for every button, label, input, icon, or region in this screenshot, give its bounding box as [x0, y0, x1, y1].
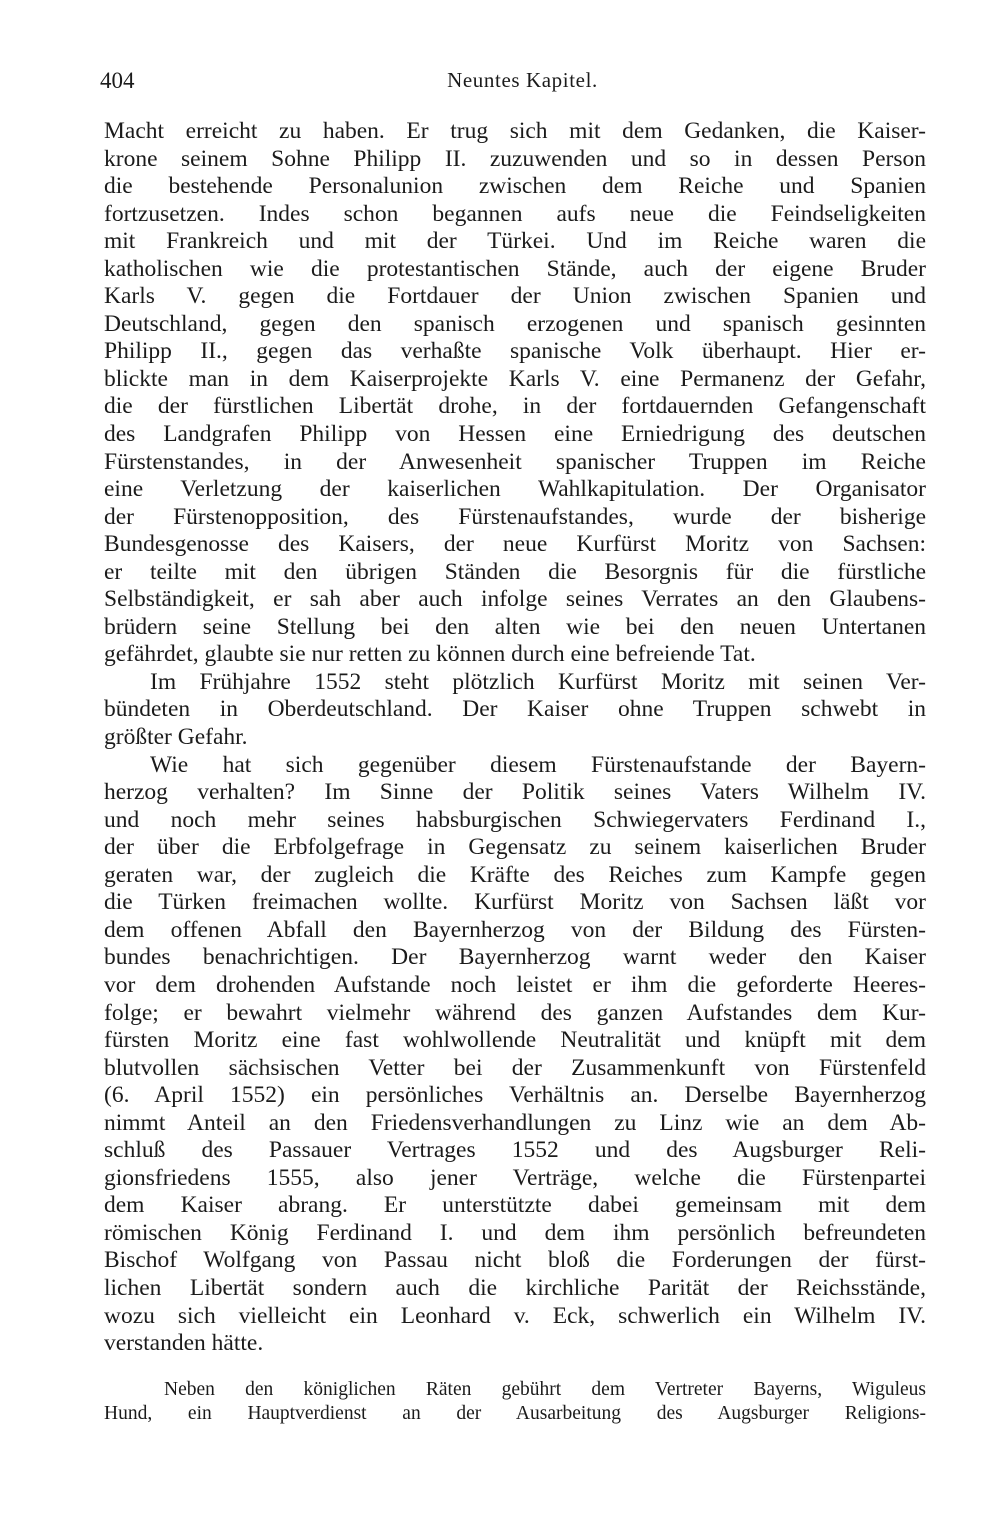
- text-line: Fürstenstandes, in der Anwesenheit spanischer Truppen im Reiche: [104, 448, 926, 475]
- text-line: mit Frankreich und mit der Türkei. Und im Reiche waren die: [104, 228, 926, 255]
- text-line: nimmt Anteil an den Friedensverhandlungen zu Linz wie an dem Ab-: [104, 1109, 926, 1136]
- text-line: dem Kaiser abrang. Er unterstützte dabei gemeinsam mit dem: [104, 1192, 926, 1219]
- text-line: krone seinem Sohne Philipp II. zuzuwenden und so in dessen Person: [104, 145, 926, 172]
- text-line: geraten war, der zugleich die Kräfte des Reiches zum Kampfe gegen: [104, 861, 926, 888]
- text-line: und noch mehr seines habsburgischen Schwiegervaters Ferdinand I.,: [104, 806, 926, 833]
- text-line: die Türken freimachen wollte. Kurfürst Moritz von Sachsen läßt vor: [104, 889, 926, 916]
- text-line: gefährdet, glaubte sie nur retten zu können durch eine befreiende Tat.: [104, 641, 756, 668]
- page-header: [100, 68, 945, 104]
- text-line: Wie hat sich gegenüber diesem Fürstenaufstande der Bayern-: [150, 751, 926, 778]
- text-line: schluß des Passauer Vertrages 1552 und des Augsburger Reli-: [104, 1137, 926, 1164]
- text-line: eine Verletzung der kaiserlichen Wahlkapitulation. Der Organisator: [104, 476, 926, 503]
- text-line: der über die Erbfolgefrage in Gegensatz zu seinem kaiserlichen Bruder: [104, 834, 926, 861]
- text-line: des Landgrafen Philipp von Hessen eine Erniedrigung des deutschen: [104, 421, 926, 448]
- text-line: römischen König Ferdinand I. und dem ihm persönlich befreundeten: [104, 1219, 926, 1246]
- footnote-line: Hund, ein Hauptverdienst an der Ausarbeitung des Augsburger Religions-: [104, 1403, 926, 1424]
- text-line: die der fürstlichen Libertät drohe, in der fortdauernden Gefangenschaft: [104, 393, 926, 420]
- text-line: (6. April 1552) ein persönliches Verhältnis an. Derselbe Bayernherzog: [104, 1082, 926, 1109]
- text-line: Bischof Wolfgang von Passau nicht bloß die Forderungen der fürst-: [104, 1247, 926, 1274]
- text-line: Bundesgenosse des Kaisers, der neue Kurfürst Moritz von Sachsen:: [104, 531, 926, 558]
- text-line: Macht erreicht zu haben. Er trug sich mit dem Gedanken, die Kaiser-: [104, 118, 926, 144]
- text-line: die bestehende Personalunion zwischen dem Reiche und Spanien: [104, 173, 926, 200]
- text-line: Karls V. gegen die Fortdauer der Union zwischen Spanien und: [104, 283, 926, 310]
- text-line: er teilte mit den übrigen Ständen die Besorgnis für die fürstliche: [104, 558, 926, 585]
- text-line: größter Gefahr.: [104, 724, 248, 751]
- text-line: folge; er bewahrt vielmehr während des ganzen Aufstandes dem Kur-: [104, 999, 926, 1026]
- text-line: der Fürstenopposition, des Fürstenaufstandes, wurde der bisherige: [104, 503, 926, 530]
- text-line: Philipp II., gegen das verhaßte spanische Volk überhaupt. Hier er-: [104, 338, 926, 365]
- footnote-line: Neben den königlichen Räten gebührt dem Vertreter Bayerns, Wiguleus: [164, 1379, 926, 1400]
- body-text: [104, 118, 926, 1358]
- text-line: wozu sich vielleicht ein Leonhard v. Eck, schwerlich ein Wilhelm IV.: [104, 1302, 926, 1329]
- text-line: herzog verhalten? Im Sinne der Politik seines Vaters Wilhelm IV.: [104, 779, 926, 806]
- text-line: Im Frühjahre 1552 steht plötzlich Kurfürst Moritz mit seinen Ver-: [150, 668, 926, 695]
- text-line: bundes benachrichtigen. Der Bayernherzog warnt weder den Kaiser: [104, 944, 926, 971]
- text-line: Selbständigkeit, er sah aber auch infolge seines Verrates an den Glaubens-: [104, 586, 926, 613]
- footnote: [104, 1378, 926, 1426]
- text-line: Deutschland, gegen den spanisch erzogenen und spanisch gesinnten: [104, 310, 926, 337]
- text-line: fortzusetzen. Indes schon begannen aufs neue die Feindseligkeiten: [104, 200, 926, 227]
- text-line: bündeten in Oberdeutschland. Der Kaiser ohne Truppen schwebt in: [104, 696, 926, 723]
- text-line: katholischen wie die protestantischen Stände, auch der eigene Bruder: [104, 255, 926, 282]
- text-line: brüdern seine Stellung bei den alten wie bei den neuen Untertanen: [104, 613, 926, 640]
- text-line: fürsten Moritz eine fast wohlwollende Neutralität und knüpft mit dem: [104, 1027, 926, 1054]
- running-title: Neuntes Kapitel.: [447, 68, 598, 92]
- page-number: 404: [100, 68, 135, 93]
- text-line: blutvollen sächsischen Vetter bei der Zusammenkunft von Fürstenfeld: [104, 1054, 926, 1081]
- text-line: vor dem drohenden Aufstande noch leistet er ihm die geforderte Heeres-: [104, 971, 926, 998]
- text-line: blickte man in dem Kaiserprojekte Karls V. eine Permanenz der Gefahr,: [104, 365, 926, 392]
- text-line: lichen Libertät sondern auch die kirchliche Parität der Reichsstände,: [104, 1274, 926, 1301]
- text-line: verstanden hätte.: [104, 1330, 264, 1357]
- text-line: gionsfriedens 1555, also jener Verträge, welche die Fürstenpartei: [104, 1164, 926, 1191]
- text-line: dem offenen Abfall den Bayernherzog von der Bildung des Fürsten-: [104, 916, 926, 943]
